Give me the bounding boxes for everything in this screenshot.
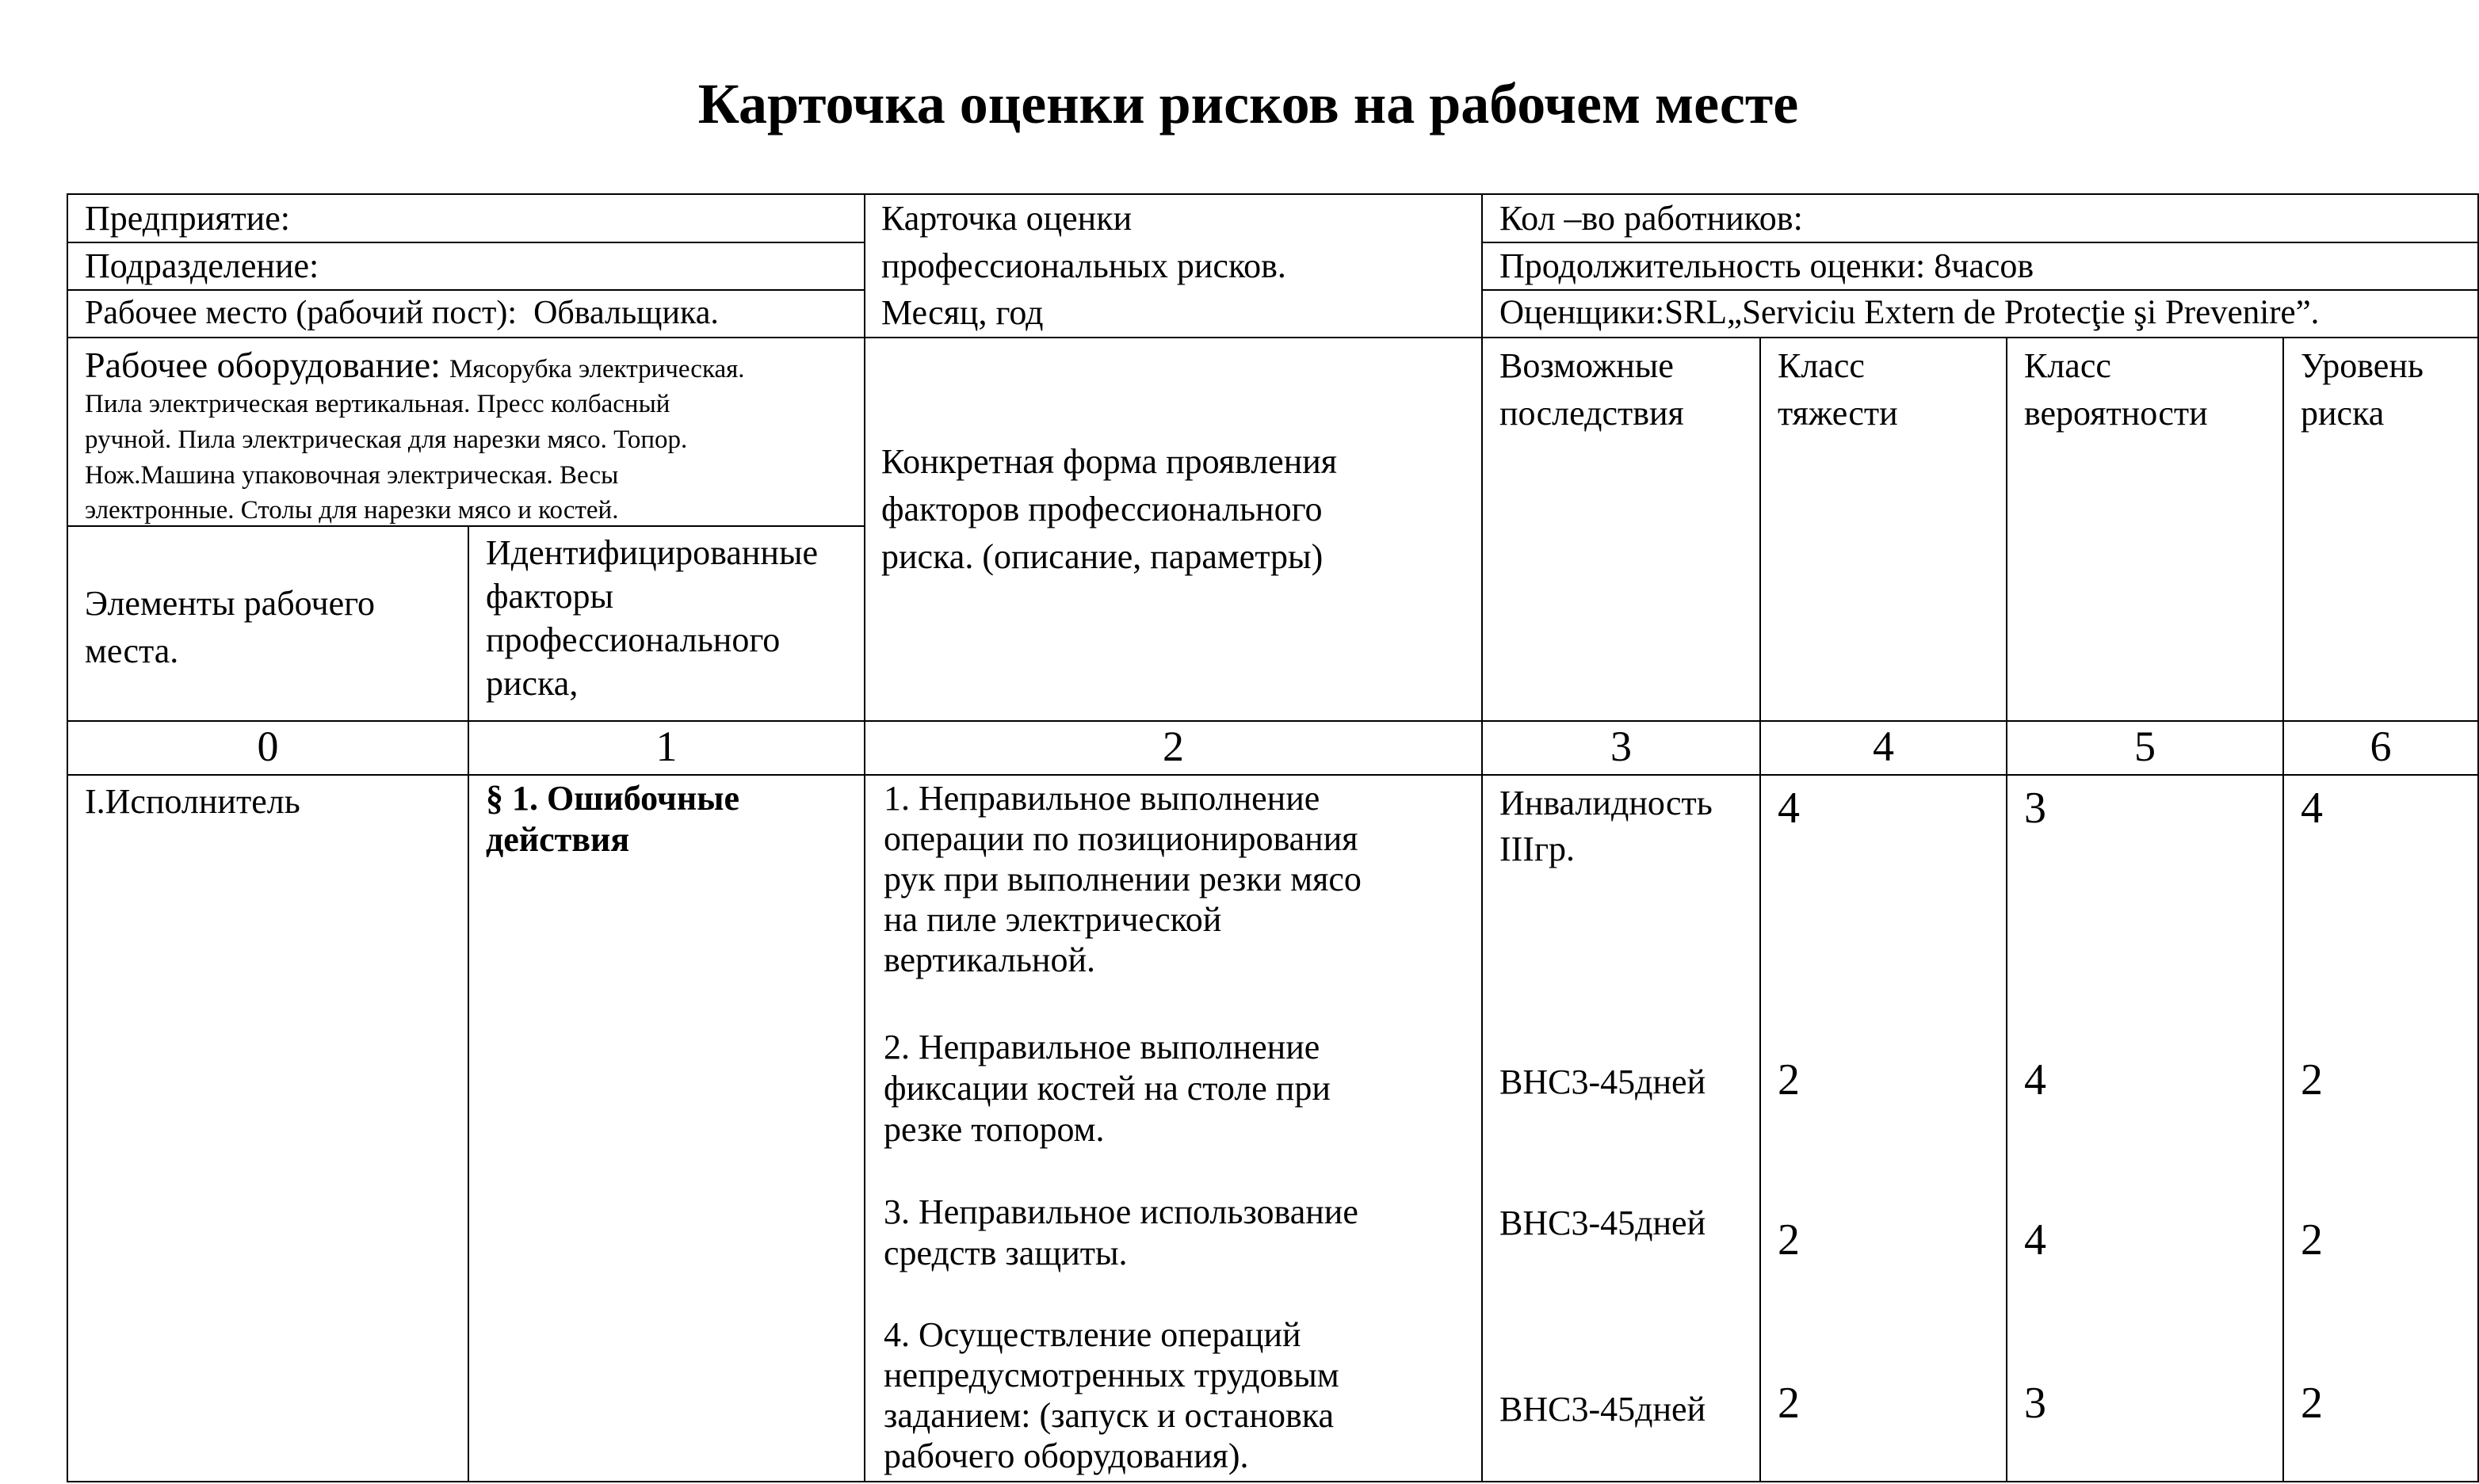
consequence (1499, 780, 1713, 872)
work-element: I.Исполнитель (85, 782, 300, 821)
header-line: вероятности (2024, 394, 2208, 433)
consequence-line: IIIгр. (1499, 830, 1576, 868)
probability-class: 3 (2024, 1379, 2046, 1428)
equipment-item: Мясорубка электрическая. (449, 355, 745, 383)
column-header-risk (2301, 342, 2424, 437)
divider (67, 720, 2479, 722)
equipment-line: Нож.Машина упаковочная электрическая. Весы (85, 461, 619, 490)
workplace-label: Рабочее место (рабочий пост): (85, 295, 518, 331)
risk-description (884, 1314, 1339, 1476)
column-header-probability (2024, 342, 2208, 437)
risk-level: 2 (2301, 1215, 2323, 1265)
column-number: 2 (1163, 723, 1184, 770)
header-line: Элементы рабочего (85, 584, 376, 623)
equipment-line: ручной. Пила электрическая для нарезки мясо. Топор. (85, 425, 688, 454)
desc-line: 4. Осуществление операций (884, 1315, 1301, 1354)
header-line: Класс (1778, 346, 1865, 385)
desc-line: на пиле электрической (884, 900, 1222, 939)
divider (468, 525, 469, 1482)
equipment-line: электронные. Столы для нарезки мясо и костей. (85, 496, 619, 525)
column-header-elements (85, 580, 375, 675)
enterprise-label: Предприятие: (85, 199, 290, 238)
header-line: Класс (2024, 346, 2111, 385)
column-number: 0 (257, 723, 279, 770)
consequence: ВНС3-45дней (1499, 1062, 1706, 1101)
factor-line: действия (486, 820, 630, 859)
column-header-consequences (1499, 342, 1684, 437)
probability-class: 3 (2024, 784, 2046, 833)
consequence: ВНС3-45дней (1499, 1390, 1706, 1429)
severity-class: 2 (1778, 1055, 1800, 1104)
desc-line: 2. Неправильное выполнение (884, 1028, 1320, 1066)
divider (67, 337, 2479, 338)
column-header-form (881, 438, 1337, 581)
header-line: Возможные (1499, 346, 1674, 385)
header-line: места. (85, 631, 179, 670)
header-line: Конкретная форма проявления (881, 442, 1338, 481)
header-line: Уровень (2301, 346, 2424, 385)
divider (67, 289, 864, 291)
card-line: Месяц, год (881, 293, 1044, 332)
column-number: 1 (655, 723, 678, 770)
header-line: риска, (486, 664, 579, 703)
header-line: профессионального (486, 620, 781, 659)
desc-line: рабочего оборудования). (884, 1436, 1249, 1475)
risk-level: 2 (2301, 1379, 2323, 1428)
table-border-bottom (67, 1481, 2479, 1482)
header-line: риска. (описание, параметры) (881, 537, 1324, 576)
divider (2282, 337, 2284, 1482)
column-number: 4 (1873, 723, 1894, 770)
column-header-severity (1778, 342, 1898, 437)
column-number: 6 (2370, 723, 2392, 770)
desc-line: заданием: (запуск и остановка (884, 1396, 1334, 1435)
card-line: профессиональных рисков. (881, 246, 1286, 285)
header-line: Идентифицированные (486, 533, 819, 572)
divider (2006, 337, 2007, 1482)
desc-line: 1. Неправильное выполнение (884, 779, 1320, 818)
desc-line: 3. Неправильное использование (884, 1192, 1358, 1231)
header-line: факторов профессионального (881, 490, 1323, 528)
severity-class: 2 (1778, 1215, 1800, 1265)
risk-level: 4 (2301, 784, 2323, 833)
header-line: факторы (486, 577, 614, 616)
severity-class: 4 (1778, 784, 1800, 833)
divider (67, 242, 864, 243)
risk-level: 2 (2301, 1055, 2323, 1104)
equipment-label: Рабочее оборудование: (85, 345, 441, 385)
workplace-field (85, 293, 719, 333)
desc-line: операции по позиционирования (884, 819, 1358, 858)
desc-line: рук при выполнении резки мясо (884, 860, 1362, 898)
consequence: ВНС3-45дней (1499, 1204, 1706, 1242)
column-header-factors (486, 531, 818, 705)
table-border-top (67, 193, 2479, 195)
desc-line: непредусмотренных трудовым (884, 1356, 1339, 1394)
column-number: 5 (2134, 723, 2156, 770)
divider (1759, 337, 1761, 1482)
probability-class: 4 (2024, 1215, 2046, 1265)
desc-line: фиксации костей на столе при (884, 1069, 1331, 1108)
divider (864, 193, 865, 1482)
divider (1481, 289, 2479, 291)
header-line: последствия (1499, 394, 1684, 433)
divider (67, 774, 2479, 776)
divider (1481, 193, 1483, 1482)
desc-line: вертикальной. (884, 940, 1095, 979)
header-line: риска (2301, 394, 2385, 433)
risk-factor (486, 778, 739, 860)
evaluators: Оценщики:SRL„Serviciu Extern de Protecţie şi Prevenire”. (1499, 294, 2320, 331)
severity-class: 2 (1778, 1379, 1800, 1428)
equipment-line: Пила электрическая вертикальная. Пресс колбасный (85, 390, 670, 418)
risk-description (884, 778, 1362, 980)
factor-line: § 1. Ошибочные (486, 779, 740, 818)
desc-line: резке топором. (884, 1110, 1105, 1149)
risk-description (884, 1027, 1331, 1150)
desc-line: средств защиты. (884, 1234, 1128, 1272)
workplace-value: Обвальщика. (533, 295, 719, 331)
header-line: тяжести (1778, 394, 1898, 433)
division-label: Подразделение: (85, 246, 319, 285)
divider (1481, 242, 2479, 243)
probability-class: 4 (2024, 1055, 2046, 1104)
column-number: 3 (1610, 723, 1632, 770)
consequence-line: Инвалидность (1499, 784, 1713, 822)
risk-description (884, 1192, 1358, 1274)
page-title: Карточка оценки рисков на рабочем месте (697, 72, 1799, 135)
evaluation-duration: Продолжительность оценки: 8часов (1499, 246, 2034, 285)
table-border-left (67, 193, 68, 1482)
card-line: Карточка оценки (881, 199, 1133, 238)
equipment-first-line (85, 345, 745, 387)
workers-count-label: Кол –во работников: (1499, 199, 1803, 238)
